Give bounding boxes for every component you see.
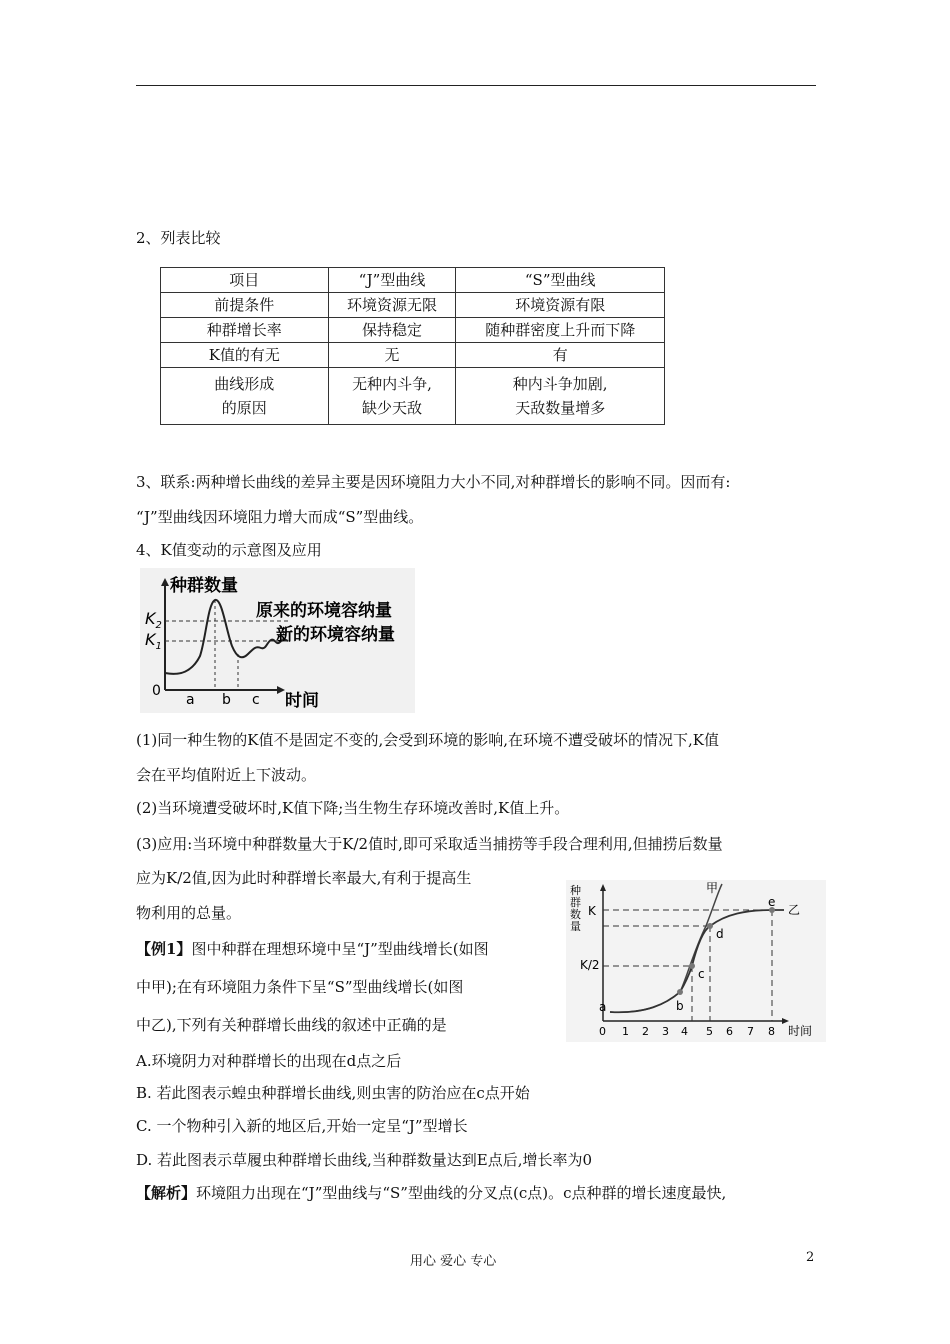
cell-line: 天敌数量增多 [515, 399, 606, 417]
label-yi: 乙 [788, 903, 801, 917]
label-b: b [676, 999, 684, 1013]
x-tick: 5 [706, 1025, 713, 1038]
fig2-ylabel-char: 群 [570, 896, 581, 909]
point-c [689, 963, 695, 969]
fig1-ylabel: 种群数量 [170, 576, 238, 596]
option-c: C. 一个物种引入新的地区后,开始一定呈“J”型增长 [136, 1117, 468, 1135]
example-line1 [136, 939, 489, 959]
label-new-capacity: 新的环境容纳量 [276, 625, 395, 645]
cell-line: 无种内斗争, [352, 375, 432, 393]
fig2-y-k2: K/2 [580, 958, 600, 972]
table-cell: 随种群密度上升而下降 [456, 318, 665, 343]
table-header: “S”型曲线 [456, 268, 665, 293]
x-tick: 6 [726, 1025, 733, 1038]
k-value-figure [140, 568, 415, 713]
cell-line: 种内斗争加剧, [512, 375, 608, 393]
table-cell: 有 [456, 343, 665, 368]
fig1-x-mark-a: a [186, 692, 195, 708]
section3-line2: “J”型曲线因环境阻力增大而成“S”型曲线。 [136, 508, 424, 526]
x-tick: 7 [747, 1025, 754, 1038]
fig1-x-mark-b: b [222, 692, 231, 708]
table-row [161, 368, 665, 425]
table-row [161, 293, 665, 318]
fig2-ylabel-char: 量 [570, 920, 581, 933]
example-line3: 中乙),下列有关种群增长曲线的叙述中正确的是 [136, 1016, 447, 1034]
section2-title: 2、列表比较 [136, 229, 221, 247]
fig2-ylabel-char: 种 [570, 884, 581, 897]
x-tick: 4 [681, 1025, 688, 1038]
para3-line2: 应为K/2值,因为此时种群增长率最大,有利于提高生 [136, 869, 472, 887]
analysis-text: 环境阻力出现在“J”型曲线与“S”型曲线的分叉点(c点)。c点种群的增长速度最快, [196, 1184, 727, 1202]
label-a: a [599, 1000, 607, 1014]
k2-letter: K [145, 609, 156, 628]
point-b [677, 989, 683, 995]
analysis-line [136, 1183, 726, 1203]
table-header-row [161, 268, 665, 293]
x-tick: 0 [599, 1025, 606, 1038]
comparison-table [160, 267, 665, 425]
x-tick: 3 [662, 1025, 669, 1038]
option-b: B. 若此图表示蝗虫种群增长曲线,则虫害的防治应在c点开始 [136, 1084, 530, 1102]
header-rule [136, 85, 816, 86]
label-original-capacity: 原来的环境容纳量 [256, 601, 392, 621]
table-cell: 种群增长率 [161, 318, 329, 343]
growth-curve-figure [566, 880, 826, 1042]
cell-line: 缺少天敌 [362, 399, 423, 417]
table-cell: 保持稳定 [328, 318, 456, 343]
k1-subscript: 1 [155, 641, 162, 652]
para3-line3: 物利用的总量。 [136, 904, 242, 922]
example-text: 图中种群在理想环境中呈“J”型曲线增长(如图 [191, 940, 489, 958]
para3-line1: (3)应用:当环境中种群数量大于K/2值时,即可采取适当捕捞等手段合理利用,但捕捞后数量 [136, 835, 723, 853]
para1-line2: 会在平均值附近上下波动。 [136, 766, 317, 784]
table-cell [456, 368, 665, 425]
table-cell: 无 [328, 343, 456, 368]
x-tick: 8 [768, 1025, 775, 1038]
fig2-xlabel: 时间 [788, 1024, 813, 1038]
fig1-xlabel: 时间 [285, 691, 319, 711]
option-a: A.环境阴力对种群增长的出现在d点之后 [136, 1052, 402, 1070]
label-c: c [698, 967, 705, 981]
cell-line: 的原因 [221, 399, 267, 417]
label-d: d [716, 927, 724, 941]
table-row [161, 318, 665, 343]
section4-title: 4、K值变动的示意图及应用 [136, 541, 322, 559]
table-cell [161, 368, 329, 425]
page-number: 2 [806, 1250, 815, 1265]
option-d: D. 若此图表示草履虫种群增长曲线,当种群数量达到E点后,增长率为0 [136, 1151, 593, 1169]
table-header: 项目 [161, 268, 329, 293]
table-cell: K值的有无 [161, 343, 329, 368]
table-cell: 环境资源无限 [328, 293, 456, 318]
table-row [161, 343, 665, 368]
para1-line1: (1)同一种生物的K值不是固定不变的,会受到环境的影响,在环境不遭受破坏的情况下,K值 [136, 731, 719, 749]
label-jia: 甲 [706, 881, 719, 895]
section3-line1: 3、联系:两种增长曲线的差异主要是因环境阻力大小不同,对种群增长的影响不同。因而有: [136, 473, 731, 491]
fig2-ylabel-char: 数 [570, 908, 581, 921]
example-line2: 中甲);在有环境阻力条件下呈“S”型曲线增长(如图 [136, 978, 464, 996]
x-tick: 2 [642, 1025, 649, 1038]
label-e: e [768, 895, 776, 909]
para2: (2)当环境遭受破坏时,K值下降;当生物生存环境改善时,K值上升。 [136, 799, 570, 817]
figure-background [566, 880, 826, 1042]
cell-line: 曲线形成 [214, 375, 275, 393]
footer-motto: 用心 爱心 专心 [410, 1254, 497, 1269]
analysis-bracket: 【解析】 [136, 1184, 197, 1202]
fig1-x-mark-c: c [252, 692, 260, 708]
example-bracket: 【例1】 [136, 940, 192, 958]
k2-subscript: 2 [155, 620, 162, 631]
x-tick: 1 [622, 1025, 629, 1038]
k1-letter: K [145, 630, 156, 649]
point-d [707, 923, 713, 929]
table-cell [328, 368, 456, 425]
table-cell: 环境资源有限 [456, 293, 665, 318]
table-cell: 前提条件 [161, 293, 329, 318]
fig2-y-k: K [588, 904, 596, 918]
table-header: “J”型曲线 [328, 268, 456, 293]
fig1-origin: 0 [152, 683, 161, 699]
